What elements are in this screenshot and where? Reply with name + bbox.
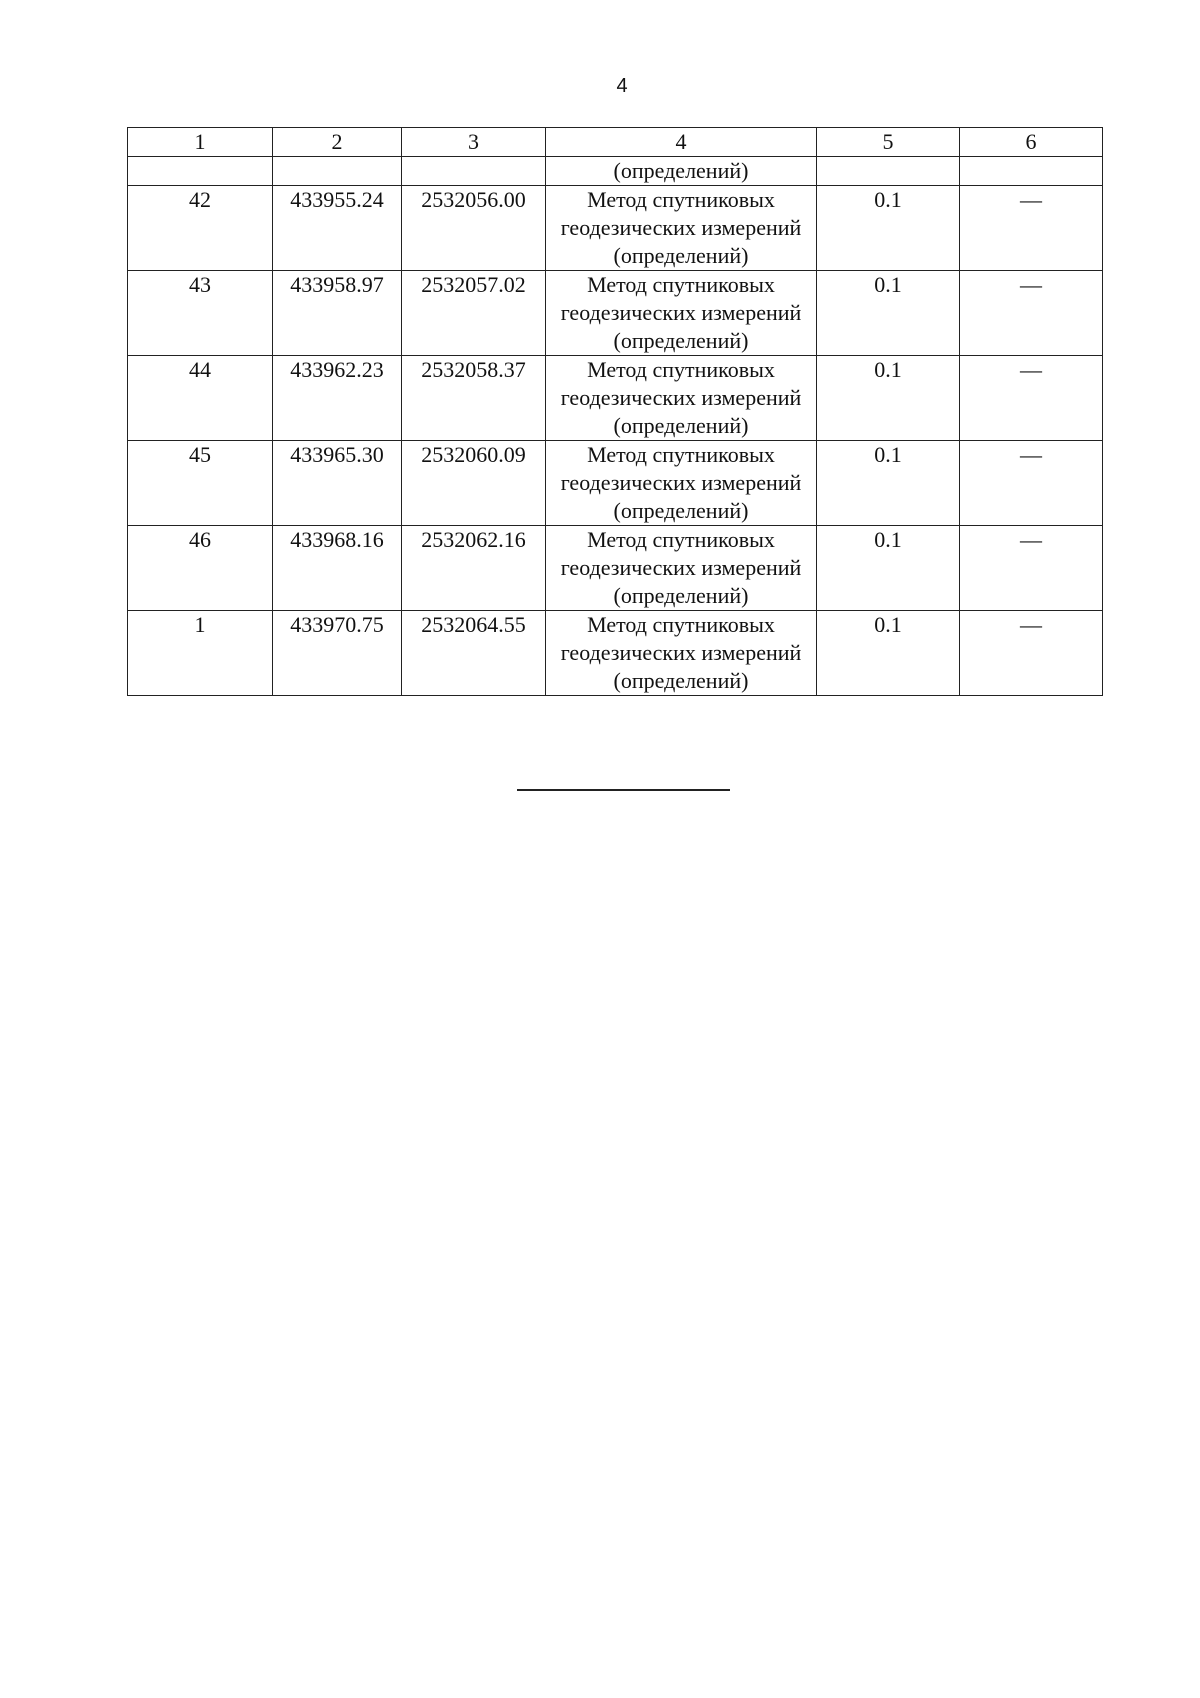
method-line: геодезических измерений: [560, 300, 802, 325]
table-header-row: [128, 128, 1103, 157]
method-line: (определений): [613, 413, 749, 438]
x-coordinate-cell: 433968.16: [273, 526, 402, 611]
note-cell: [960, 356, 1103, 441]
table-cell: [402, 157, 546, 186]
accuracy-cell: 0.1: [817, 186, 960, 271]
y-coordinate-cell: 2532064.55: [402, 611, 546, 696]
header-cell: 1: [128, 128, 273, 157]
method-line: геодезических измерений: [560, 640, 802, 665]
method-line: (определений): [613, 498, 749, 523]
y-coordinate-cell: 2532057.02: [402, 271, 546, 356]
header-cell: 4: [546, 128, 817, 157]
end-of-document-rule: [517, 789, 730, 791]
table-row: [128, 526, 1103, 611]
note-cell: [960, 271, 1103, 356]
header-cell: 2: [273, 128, 402, 157]
point-number-cell: 45: [128, 441, 273, 526]
point-number-cell: 1: [128, 611, 273, 696]
note-cell: [960, 611, 1103, 696]
y-coordinate-cell: 2532062.16: [402, 526, 546, 611]
method-line: геодезических измерений: [560, 385, 802, 410]
accuracy-cell: 0.1: [817, 611, 960, 696]
table-row: [128, 356, 1103, 441]
header-cell: 6: [960, 128, 1103, 157]
method-cell: [546, 186, 817, 271]
method-cell: [546, 441, 817, 526]
table-row: [128, 186, 1103, 271]
x-coordinate-cell: 433962.23: [273, 356, 402, 441]
method-line: Метод спутниковых: [587, 357, 775, 382]
point-number-cell: 44: [128, 356, 273, 441]
dash-mark: —: [1020, 612, 1042, 637]
table-cell: (определений): [546, 157, 817, 186]
table-cell: [273, 157, 402, 186]
table-row: [128, 271, 1103, 356]
method-cell: [546, 526, 817, 611]
table-cell: [960, 157, 1103, 186]
method-line: Метод спутниковых: [587, 187, 775, 212]
method-line: Метод спутниковых: [587, 527, 775, 552]
x-coordinate-cell: 433958.97: [273, 271, 402, 356]
method-cell: [546, 611, 817, 696]
table-row: [128, 611, 1103, 696]
method-line: геодезических измерений: [560, 215, 802, 240]
point-number-cell: 46: [128, 526, 273, 611]
dash-mark: —: [1020, 527, 1042, 552]
coordinates-table: [127, 127, 1103, 696]
method-line: (определений): [613, 243, 749, 268]
y-coordinate-cell: 2532060.09: [402, 441, 546, 526]
method-line: (определений): [613, 328, 749, 353]
method-line: геодезических измерений: [560, 470, 802, 495]
accuracy-cell: 0.1: [817, 271, 960, 356]
table-cell: [817, 157, 960, 186]
accuracy-cell: 0.1: [817, 356, 960, 441]
method-cell: [546, 356, 817, 441]
page-number: 4: [616, 75, 628, 97]
table-row: [128, 441, 1103, 526]
point-number-cell: 42: [128, 186, 273, 271]
method-line: Метод спутниковых: [587, 612, 775, 637]
note-cell: [960, 441, 1103, 526]
accuracy-cell: 0.1: [817, 526, 960, 611]
dash-mark: —: [1020, 357, 1042, 382]
method-line: Метод спутниковых: [587, 272, 775, 297]
dash-mark: —: [1020, 442, 1042, 467]
point-number-cell: 43: [128, 271, 273, 356]
method-line: Метод спутниковых: [587, 442, 775, 467]
x-coordinate-cell: 433955.24: [273, 186, 402, 271]
method-line: геодезических измерений: [560, 555, 802, 580]
dash-mark: —: [1020, 272, 1042, 297]
note-cell: [960, 186, 1103, 271]
continuation-row: [128, 157, 1103, 186]
x-coordinate-cell: 433970.75: [273, 611, 402, 696]
dash-mark: —: [1020, 187, 1042, 212]
table-cell: [128, 157, 273, 186]
note-cell: [960, 526, 1103, 611]
header-cell: 5: [817, 128, 960, 157]
method-line: (определений): [613, 668, 749, 693]
method-cell: [546, 271, 817, 356]
y-coordinate-cell: 2532056.00: [402, 186, 546, 271]
y-coordinate-cell: 2532058.37: [402, 356, 546, 441]
header-cell: 3: [402, 128, 546, 157]
method-line: (определений): [613, 583, 749, 608]
x-coordinate-cell: 433965.30: [273, 441, 402, 526]
accuracy-cell: 0.1: [817, 441, 960, 526]
